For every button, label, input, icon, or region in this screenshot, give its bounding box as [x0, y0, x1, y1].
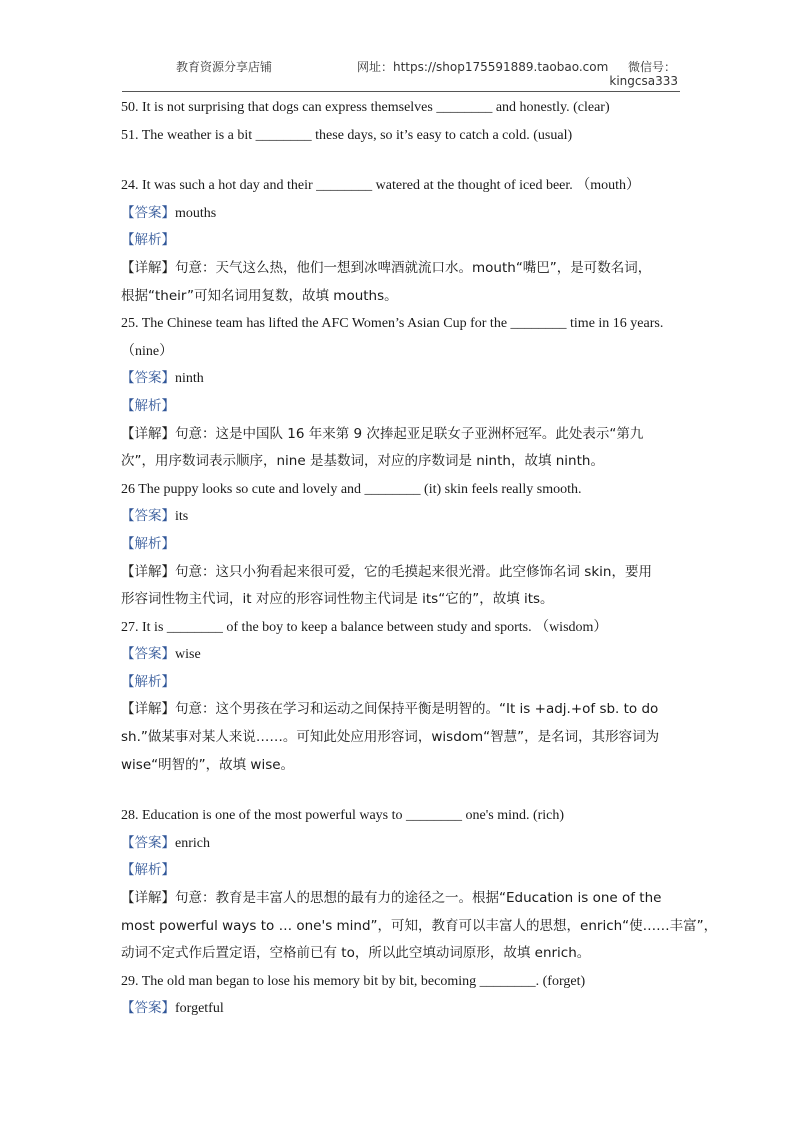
question-25-line2: （nine） — [121, 343, 174, 359]
detail-text: 句意：天气这么热，他们一想到冰啤酒就流口水。mouth“嘴巴”，是可数名词， — [175, 259, 652, 276]
answer-label: 【答案】 — [121, 1000, 175, 1017]
question-26: 26 The puppy looks so cute and lovely and ________ (it) skin feels really smooth. — [121, 481, 582, 497]
question-51: 51. The weather is a bit ________ these days, so it’s easy to catch a cold. (usual) — [121, 127, 573, 143]
detail-text: 句意：这个男孩在学习和运动之间保持平衡是明智的。“It is +adj.+of sb. to do — [175, 701, 659, 718]
detail-label: 【详解】 — [121, 425, 175, 442]
explanation-24-line1 — [121, 255, 685, 283]
answer-27 — [121, 641, 685, 669]
explanation-27-line1 — [121, 696, 685, 724]
explanation-28-line1 — [121, 885, 685, 913]
answer-value: forgetful — [175, 1001, 224, 1017]
explanation-26-line2: 形容词性物主代词，it 对应的形容词性物主代词是 its“它的”，故填 its。 — [121, 591, 554, 608]
analysis-label-27: 【解析】 — [121, 673, 175, 690]
answer-28 — [121, 830, 685, 858]
explanation-28-line2: most powerful ways to … one's mind”，可知，教育可以丰富人的思想，enrich“使……丰富”， — [121, 917, 718, 934]
detail-text: 句意：教育是丰富人的思想的最有力的途径之一。根据“Education is one of the — [175, 890, 662, 907]
spacer — [121, 149, 685, 172]
question-29: 29. The old man began to lose his memory bit by bit, becoming ________. (forget) — [121, 973, 586, 989]
explanation-25-line2: 次”，用序数词表示顺序，nine 是基数词，对应的序数词是 ninth，故填 ninth。 — [121, 453, 604, 470]
answer-24 — [121, 200, 685, 228]
question-50: 50. It is not surprising that dogs can express themselves ________ and honestly. (clear) — [121, 100, 610, 115]
answer-label: 【答案】 — [121, 370, 175, 387]
detail-text: 句意：这只小狗看起来很可爱，它的毛摸起来很光滑。此空修饰名词 skin，要用 — [175, 563, 652, 580]
detail-label: 【详解】 — [121, 701, 175, 718]
answer-value: ninth — [175, 371, 204, 387]
explanation-25-line1 — [121, 421, 685, 449]
detail-label: 【详解】 — [121, 259, 175, 276]
question-24: 24. It was such a hot day and their ________ watered at the thought of iced beer. （mouth） — [121, 178, 641, 194]
shop-url: 网址：https://shop175591889.taobao.com — [357, 60, 609, 74]
analysis-label-26: 【解析】 — [121, 535, 175, 552]
answer-26 — [121, 503, 685, 531]
answer-value: wise — [175, 647, 201, 663]
explanation-26-line1 — [121, 559, 685, 587]
wechat-label: 微信号： — [627, 60, 676, 74]
analysis-label-28: 【解析】 — [121, 862, 175, 879]
answer-label: 【答案】 — [121, 508, 175, 525]
explanation-27-line3: wise“明智的”，故填 wise。 — [121, 756, 295, 773]
question-27: 27. It is ________ of the boy to keep a balance between study and sports. （wisdom） — [121, 619, 608, 635]
spacer — [121, 779, 685, 802]
answer-label: 【答案】 — [121, 204, 175, 221]
analysis-label-25: 【解析】 — [121, 397, 175, 414]
shop-name: 教育资源分享店铺 — [176, 60, 273, 74]
detail-text: 句意：这是中国队 16 年来第 9 次捧起亚足联女子亚洲杯冠军。此处表示“第九 — [175, 425, 644, 442]
answer-value: enrich — [175, 835, 210, 851]
question-28: 28. Education is one of the most powerful ways to ________ one's mind. (rich) — [121, 808, 565, 824]
detail-label: 【详解】 — [121, 563, 175, 580]
question-25-line1: 25. The Chinese team has lifted the AFC Women’s Asian Cup for the ________ time in 16 years. — [121, 316, 664, 332]
answer-label: 【答案】 — [121, 646, 175, 663]
answer-value: mouths — [175, 205, 217, 221]
page-header — [122, 52, 680, 92]
header-divider — [122, 91, 680, 92]
wechat-id: kingcsa333 — [609, 74, 678, 88]
answer-29 — [121, 995, 685, 1023]
detail-label: 【详解】 — [121, 890, 175, 907]
explanation-28-line3: 动词不定式作后置定语，空格前已有 to，所以此空填动词原形，故填 enrich。 — [121, 945, 591, 962]
analysis-label-24: 【解析】 — [121, 232, 175, 249]
answer-label: 【答案】 — [121, 834, 175, 851]
explanation-24-line2: 根据“their”可知名词用复数，故填 mouths。 — [121, 287, 398, 304]
document-body — [121, 94, 718, 1023]
explanation-27-line2: sh.”做某事对某人来说……。可知此处应用形容词，wisdom“智慧”，是名词，其形容词为 — [121, 729, 660, 746]
answer-25 — [121, 365, 685, 393]
answer-value: its — [175, 509, 189, 525]
